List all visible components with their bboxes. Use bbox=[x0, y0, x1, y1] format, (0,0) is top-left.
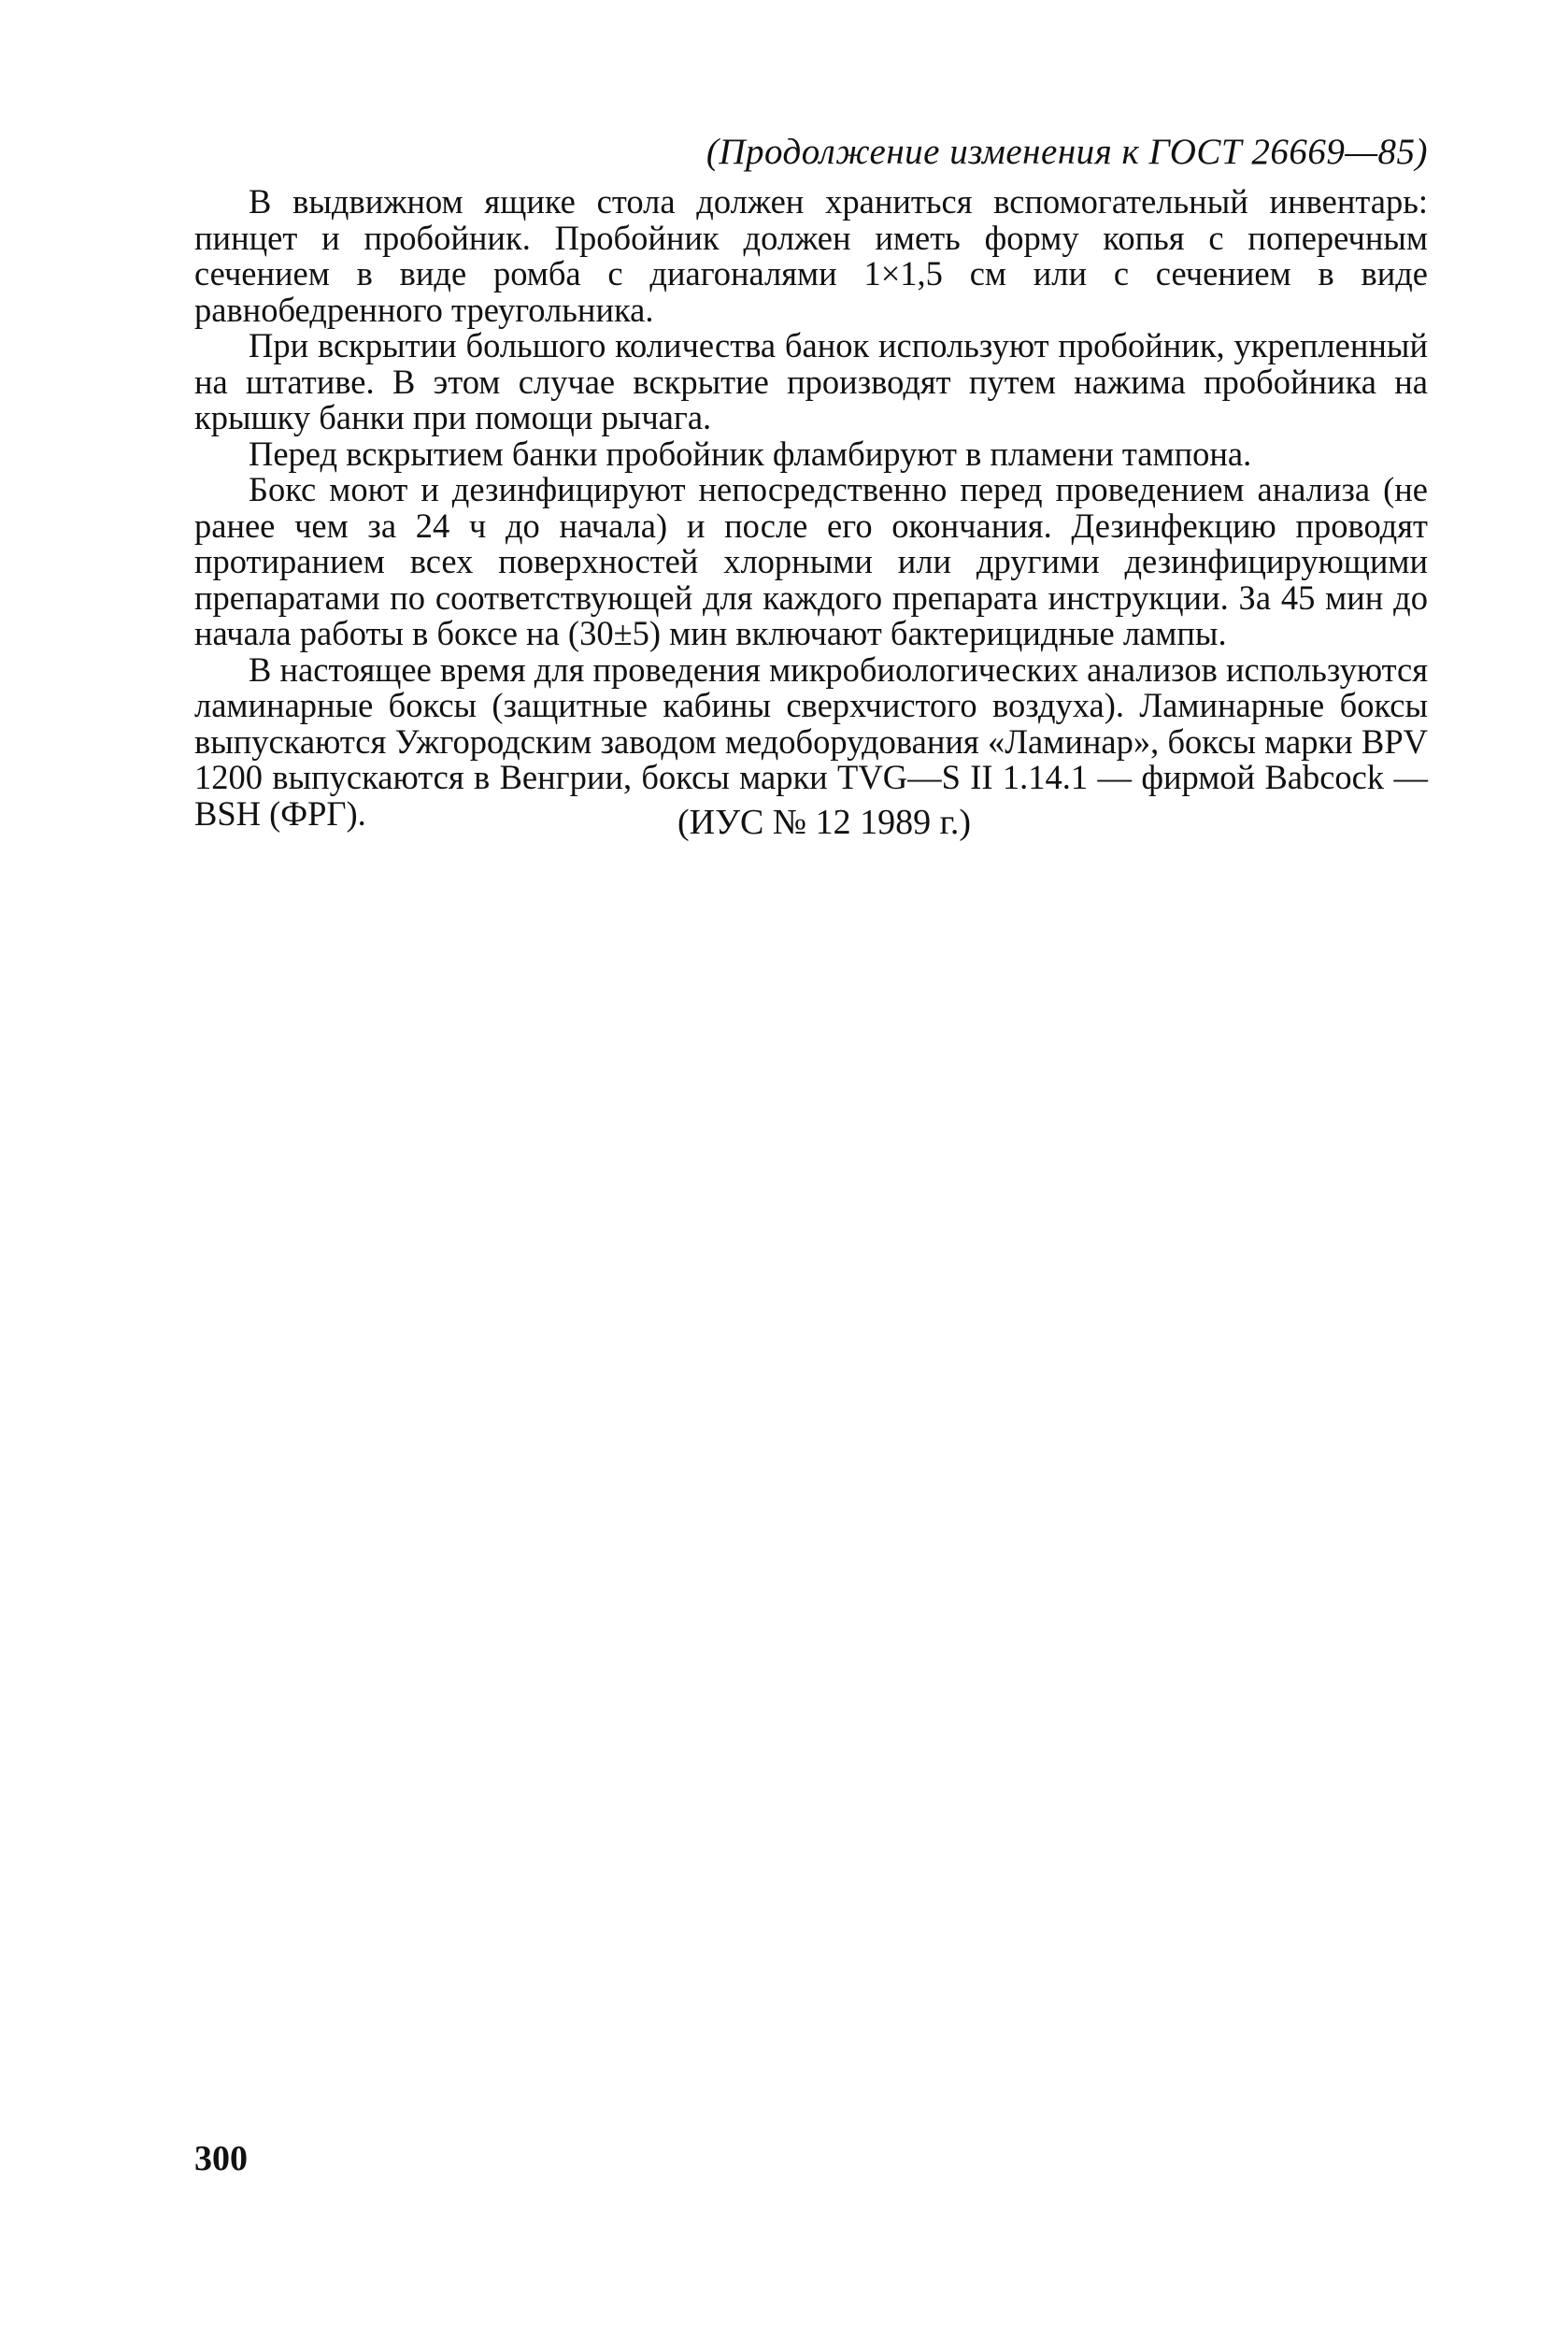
body-text bbox=[194, 184, 1428, 832]
citation-text: (ИУС № 12 1989 г.) bbox=[677, 803, 972, 842]
citation-line bbox=[0, 802, 1568, 843]
paragraph-disinfection: Бокс моют и дезинфицируют непосредственно перед проведением анализа (не ранее чем за 24 ч до начала) и после его окончания. Дезинфекцию проводят протиранием всех поверхностей хлорными или другими дезинфицирующими препаратами по соответствующей для каждого препарата инструкции. За 45 мин до начала работы в боксе на (30±5) мин включают бактерицидные лампы. bbox=[194, 470, 1428, 652]
paragraph-flambe: Перед вскрытием банки пробойник фламбируют в пламени тампона. bbox=[249, 434, 1252, 473]
page-number: 300 bbox=[194, 2139, 248, 2178]
paragraph-opening-many-cans: При вскрытии большого количества банок используют пробойник, укрепленный на штативе. В этом случае вскрытие производят путем нажима пробойника на крышку банки при помощи рычага. bbox=[194, 326, 1428, 436]
paragraph-inventory: В выдвижном ящике стола должен храниться вспомогательный инвентарь: пинцет и пробойник. Пробойник должен иметь форму копья с поперечным сечением в виде ромба с диагоналями 1×1,5 см или с сечением в виде равнобедренного треугольника. bbox=[194, 182, 1428, 329]
running-header: (Продолжение изменения к ГОСТ 26669—85) bbox=[706, 132, 1428, 172]
paragraph-laminar-boxes: В настоящее время для проведения микробиологических анализов используются ламинарные боксы (защитные кабины сверхчистого воздуха). Ламинарные боксы выпускаются Ужгородским заводом медоборудования «Ламинар», боксы марки BPV 1200 выпускаются в Венгрии, боксы марки TVG—S II 1.14.1 — фирмой Babcock — BSH (ФРГ). bbox=[194, 649, 1428, 833]
